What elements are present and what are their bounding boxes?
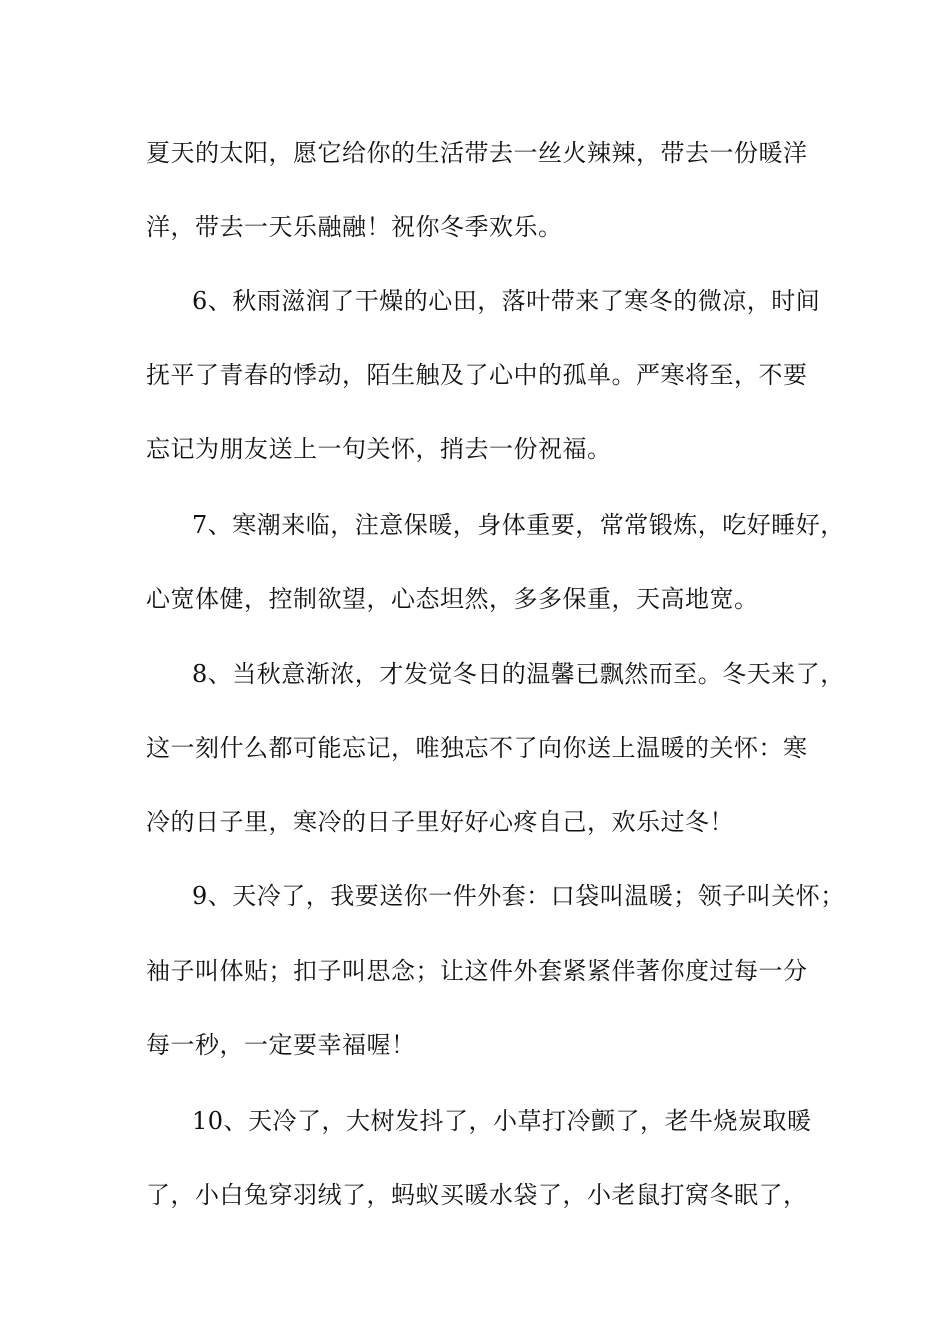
text-line: 冷的日子里，寒冷的日子里好好心疼自己，欢乐过冬！ (146, 808, 734, 836)
text-line: 这一刻什么都可能忘记，唯独忘不了向你送上温暖的关怀：寒 (146, 734, 808, 762)
paragraph-8-start: 8、当秋意渐浓，才发觉冬日的温馨已飘然而至。冬天来了， (192, 660, 845, 688)
text-line: 心宽体健，控制欲望，心态坦然，多多保重，天高地宽。 (146, 585, 759, 613)
text-line: 了，小白兔穿羽绒了，蚂蚁买暖水袋了，小老鼠打窝冬眠了， (146, 1181, 808, 1209)
text-line: 忘记为朋友送上一句关怀，捎去一份祝福。 (146, 435, 612, 463)
text-line: 袖子叫体贴；扣子叫思念；让这件外套紧紧伴著你度过每一分 (146, 957, 808, 985)
paragraph-10-start: 10、天冷了，大树发抖了，小草打冷颤了，老牛烧炭取暖 (192, 1107, 812, 1135)
text-line: 每一秒，一定要幸福喔！ (146, 1031, 416, 1059)
text-line: 夏天的太阳，愿它给你的生活带去一丝火辣辣，带去一份暖洋 (146, 139, 808, 167)
paragraph-7-start: 7、寒潮来临，注意保暖，身体重要，常常锻炼，吃好睡好， (192, 511, 845, 539)
text-line: 洋，带去一天乐融融！祝你冬季欢乐。 (146, 213, 563, 241)
text-line: 抚平了青春的悸动，陌生触及了心中的孤单。严寒将至，不要 (146, 361, 808, 389)
paragraph-9-start: 9、天冷了，我要送你一件外套：口袋叫温暖；领子叫关怀； (192, 882, 845, 910)
paragraph-6-start: 6、秋雨滋润了干燥的心田，落叶带来了寒冬的微凉，时间 (192, 287, 821, 315)
